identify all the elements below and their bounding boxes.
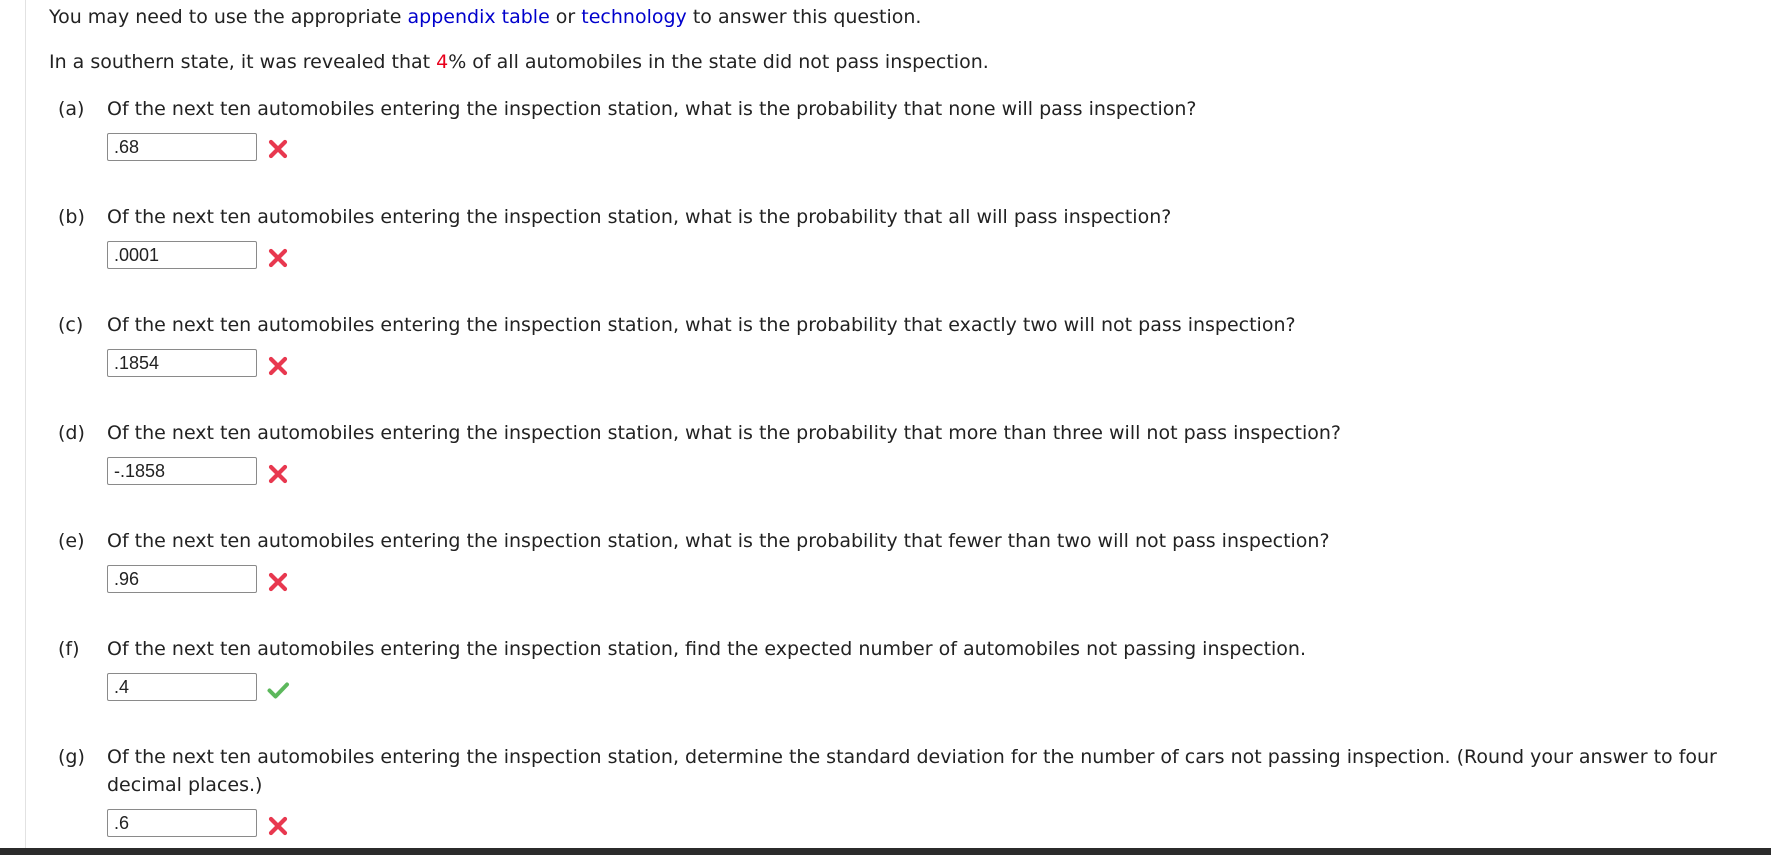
intro-post: to answer this question. [686,6,922,28]
answer-input-b[interactable] [107,241,257,269]
question-text: Of the next ten automobiles entering the inspection station, what is the probability that fewer than two will not pass inspection? [107,530,1330,552]
x-icon [266,570,290,594]
answer-input-g[interactable] [107,809,257,837]
question-letter: (e) [58,530,85,552]
technology-link[interactable]: technology [581,6,687,28]
context-pre: In a southern state, it was revealed that [49,51,437,73]
question-text: Of the next ten automobiles entering the inspection station, determine the standard deviation for the number of cars not passing inspection. (Round your answer to four decimal places.) [107,746,1717,796]
check-icon [266,678,290,702]
intro-mid: or [549,6,582,28]
context-post: % of all automobiles in the state did not pass inspection. [448,51,989,73]
x-icon [266,814,290,838]
question-text: Of the next ten automobiles entering the inspection station, what is the probability that none will pass inspection? [107,98,1197,120]
answer-input-e[interactable] [107,565,257,593]
bottom-bar [0,848,1771,855]
left-divider [25,0,26,848]
question-text: Of the next ten automobiles entering the inspection station, what is the probability that all will pass inspection? [107,206,1172,228]
question-text: Of the next ten automobiles entering the inspection station, find the expected number of automobiles not passing inspection. [107,638,1307,660]
question-letter: (b) [58,206,85,228]
intro-text [49,5,921,29]
question-letter: (g) [58,746,85,768]
answer-input-c[interactable] [107,349,257,377]
problem-statement [49,50,989,74]
question-text: Of the next ten automobiles entering the inspection station, what is the probability that exactly two will not pass inspection? [107,314,1296,336]
answer-input-f[interactable] [107,673,257,701]
question-letter: (a) [58,98,85,120]
x-icon [266,137,290,161]
answer-input-d[interactable] [107,457,257,485]
question-letter: (d) [58,422,85,444]
appendix-table-link[interactable]: appendix table [407,6,550,28]
intro-pre: You may need to use the appropriate [49,6,408,28]
percent-value: 4 [436,51,449,73]
question-letter: (c) [58,314,84,336]
answer-input-a[interactable] [107,133,257,161]
x-icon [266,462,290,486]
x-icon [266,354,290,378]
x-icon [266,246,290,270]
question-text: Of the next ten automobiles entering the inspection station, what is the probability that more than three will not pass inspection? [107,422,1342,444]
question-letter: (f) [58,638,80,660]
